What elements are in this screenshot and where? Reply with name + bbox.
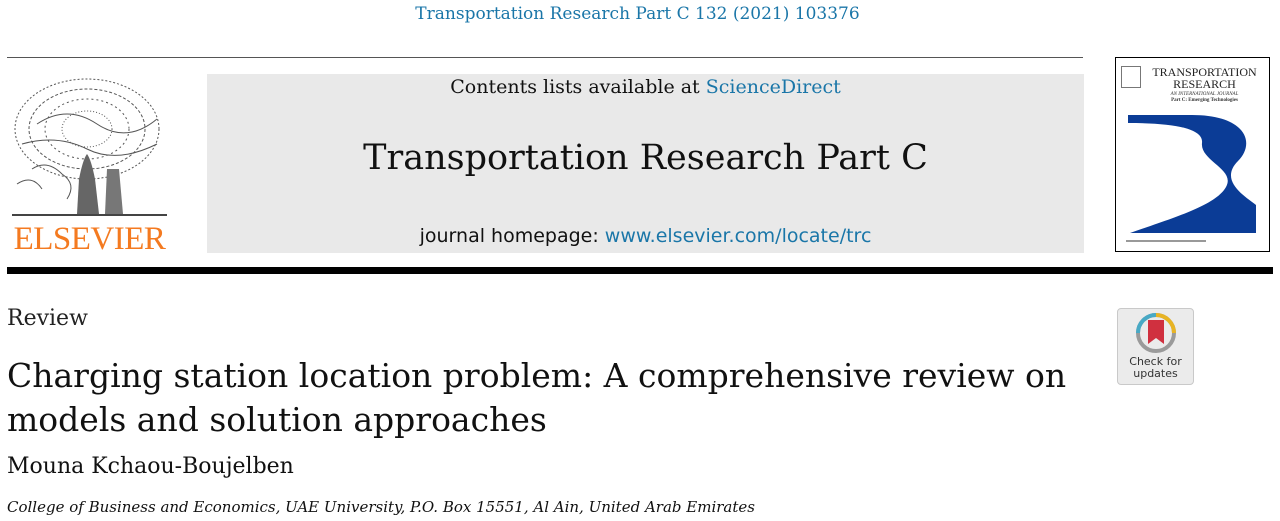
journal-citation[interactable]: Transportation Research Part C 132 (2021) 103376 — [415, 4, 860, 24]
elsevier-wordmark: ELSEVIER — [13, 221, 166, 257]
check-for-updates-label — [1118, 356, 1193, 380]
author-affiliation: College of Business and Economics, UAE University, P.O. Box 15551, Al Ain, United Arab Emirates — [7, 498, 755, 516]
check-for-updates-line2: updates — [1133, 367, 1178, 380]
article-title: Charging station location problem: A comprehensive review on models and solution approaches — [7, 356, 1067, 439]
cover-title: TRANSPORTATION RESEARCH — [1152, 65, 1257, 91]
cover-road-graphic — [1128, 113, 1256, 233]
check-for-updates-button[interactable] — [1117, 308, 1194, 385]
journal-cover-thumbnail[interactable] — [1115, 57, 1270, 252]
header-divider — [7, 57, 1083, 58]
check-for-updates-icon — [1136, 312, 1176, 355]
contents-availability-line — [207, 76, 1084, 98]
check-for-updates-line1: Check for — [1129, 355, 1182, 368]
journal-banner — [207, 74, 1084, 253]
homepage-prefix: journal homepage: — [419, 225, 605, 247]
journal-title: Transportation Research Part C — [363, 138, 928, 178]
header-thick-divider — [7, 267, 1273, 274]
journal-homepage-link[interactable]: www.elsevier.com/locate/trc — [604, 225, 872, 247]
article-type: Review — [7, 306, 88, 331]
journal-homepage-line — [207, 225, 1084, 247]
sciencedirect-link[interactable]: ScienceDirect — [705, 76, 841, 98]
elsevier-tree-icon — [7, 74, 172, 224]
cover-part: Part C: Emerging Technologies — [1171, 98, 1238, 103]
cover-subtitle: AN INTERNATIONAL JOURNAL — [1170, 92, 1239, 97]
cover-publisher-logo — [1121, 66, 1141, 88]
cover-footer-text — [1126, 240, 1256, 243]
elsevier-logo[interactable] — [7, 74, 172, 257]
contents-prefix: Contents lists available at — [450, 76, 706, 98]
author-name[interactable]: Mouna Kchaou-Boujelben — [7, 454, 294, 479]
